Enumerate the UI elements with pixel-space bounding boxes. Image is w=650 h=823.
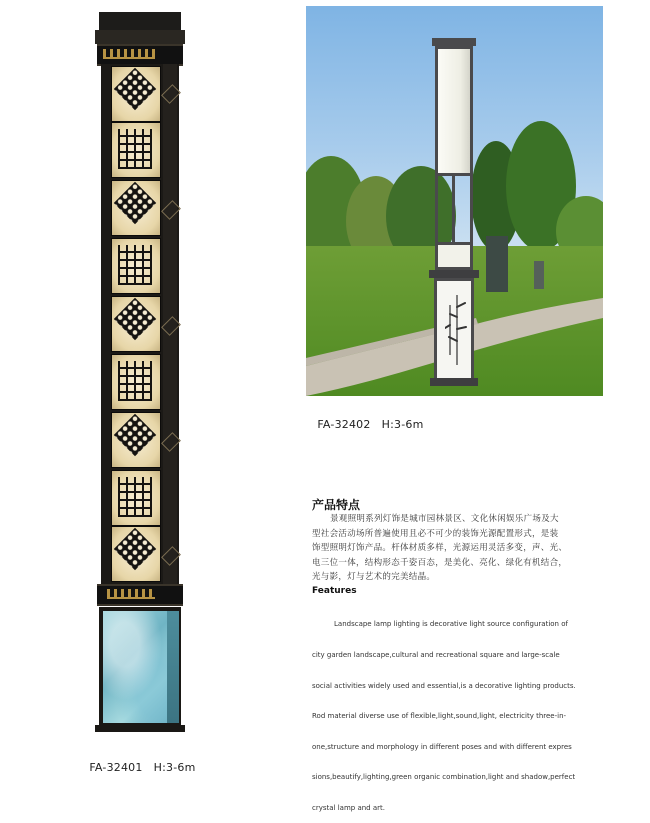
lamp-painted-base: [434, 278, 474, 382]
upper-ornament-band: [97, 44, 183, 66]
lamp-shaft: [101, 64, 179, 584]
lamp-product-image-fa-32401: [95, 12, 185, 732]
features-en-line: one,structure and morphology in different poses and with different expres: [312, 742, 572, 751]
features-en-title: Features: [312, 586, 357, 596]
product-code: FA-32401: [89, 761, 143, 774]
features-en-line: Rod material diverse use of flexible,light,sound,light, electricity three-in-: [312, 712, 567, 721]
features-en-line: city garden landscape,cultural and recreational square and large-scale: [312, 651, 560, 660]
features-en-line: Landscape lamp lighting is decorative light source configuration of: [334, 620, 568, 629]
product-height: H:3-6m: [153, 761, 196, 774]
lamp-cap-trim: [95, 30, 185, 44]
lamp-base-side: [167, 611, 179, 723]
features-cn-body: [312, 512, 592, 585]
features-cn-line: 景观照明系列灯饰是城市园林景区、文化休闲娱乐广场及大: [330, 514, 559, 524]
park-lamp-post: [432, 38, 476, 388]
bamboo-painting-icon: [445, 295, 469, 365]
lamp-plinth: [95, 725, 185, 732]
caption-fa-32402: [310, 405, 424, 431]
features-cn-line: 光与影，灯与艺术的完美结晶。: [312, 572, 436, 582]
features-en-line: crystal lamp and art.: [312, 804, 385, 813]
features-en-body: [312, 599, 582, 823]
features-cn-line: 型社会活动场所普遍使用且必不可少的装饰光源配置形式，是装: [312, 528, 559, 539]
features-cn-line: 饰型照明灯饰产品。杆体材质多样，光源运用灵活多变，声、光、: [312, 543, 568, 553]
lamp-light-box: [435, 46, 473, 176]
features-en-line: social activities widely used and essential,is a decorative lighting products.: [312, 681, 576, 690]
lamp-cap: [99, 12, 181, 30]
lower-ornament-band: [97, 584, 183, 606]
features-cn-title: 产品特点: [312, 498, 361, 512]
features-en-line: sions,beautify,lighting,green organic combination,light and shadow,perfect: [312, 773, 576, 782]
features-cn-line: 电三位一体，结构形态千姿百态，是美化、亮化、绿化有机结合，: [312, 557, 568, 568]
lamp-front-panels: [111, 64, 159, 584]
product-height: H:3-6m: [381, 418, 424, 431]
lamp-open-frame: [435, 176, 473, 242]
product-code: FA-32402: [317, 418, 371, 431]
lamp-product-photo-fa-32402: [306, 6, 603, 396]
lamp-side-panels: [163, 64, 177, 584]
caption-fa-32401: [82, 748, 196, 774]
